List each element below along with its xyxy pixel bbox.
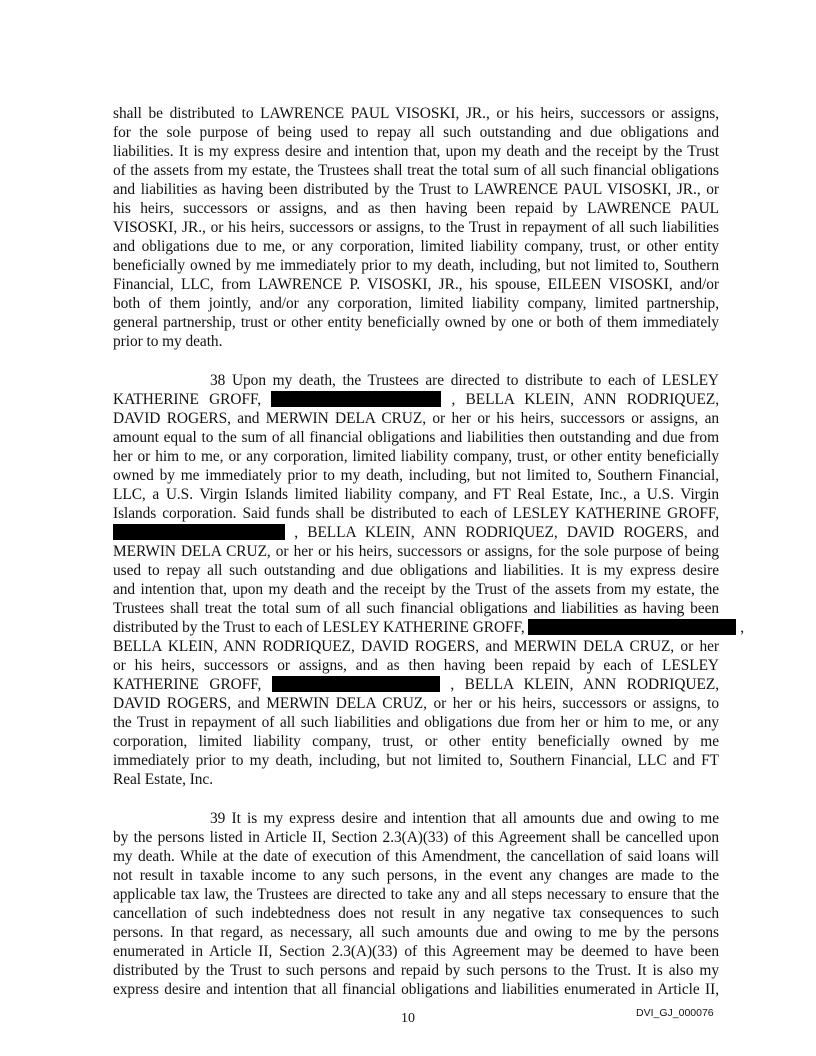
body-line bbox=[113, 391, 719, 409]
body-line: and intention that, upon my death and the receipt by the Trust of the assets from my estate, the bbox=[113, 581, 719, 598]
text-segment: KATHERINE GROFF, bbox=[113, 391, 262, 408]
body-line: prior to my death. bbox=[113, 333, 223, 350]
body-line: and liabilities as having been distributed by the Trust to LAWRENCE PAUL VISOSKI, JR., or bbox=[113, 181, 719, 198]
body-line bbox=[113, 524, 719, 542]
body-line: LLC, a U.S. Virgin Islands limited liability company, and FT Real Estate, Inc., a U.S. Virgin bbox=[113, 486, 719, 503]
body-line: of the assets from my estate, the Trustees shall treat the total sum of all such financial obligations bbox=[113, 162, 719, 179]
body-line: corporation, limited liability company, trust, or other entity beneficially owned by me bbox=[113, 733, 719, 750]
body-line: owned by me immediately prior to my death, including, but not limited to, Southern Financial, bbox=[113, 467, 719, 484]
paragraph-39-first-line: 39 It is my express desire and intention that all amounts due and owing to me bbox=[210, 810, 719, 827]
body-line: applicable tax law, the Trustees are directed to take any and all steps necessary to ensure that the bbox=[113, 886, 719, 903]
body-line: Real Estate, Inc. bbox=[113, 771, 214, 788]
body-line: for the sole purpose of being used to repay all such outstanding and due obligations and bbox=[113, 124, 719, 141]
body-line: express desire and intention that all financial obligations and liabilities enumerated in Article II, bbox=[113, 981, 719, 998]
body-line bbox=[113, 619, 745, 637]
body-line: her or him to me, or any corporation, limited liability company, trust, or other entity beneficially bbox=[113, 448, 719, 465]
body-line: both of them jointly, and/or any corporation, limited liability company, limited partnership, bbox=[113, 295, 719, 312]
text-segment: KATHERINE GROFF, bbox=[113, 676, 262, 693]
text-segment: , BELLA KLEIN, ANN RODRIQUEZ, bbox=[450, 676, 719, 693]
redaction-box bbox=[271, 391, 441, 407]
text-segment: , BELLA KLEIN, ANN RODRIQUEZ, bbox=[451, 391, 719, 408]
body-line: DAVID ROGERS, and MERWIN DELA CRUZ, or her or his heirs, successors or assigns, an bbox=[113, 410, 719, 427]
body-line: shall be distributed to LAWRENCE PAUL VISOSKI, JR., or his heirs, successors or assigns, bbox=[113, 105, 719, 122]
body-line: and obligations due to me, or any corporation, limited liability company, trust, or other entity bbox=[113, 238, 719, 255]
body-line: or his heirs, successors or assigns, and as then having been repaid by each of LESLEY bbox=[113, 657, 719, 674]
body-line: Financial, LLC, from LAWRENCE P. VISOSKI, JR., his spouse, EILEEN VISOSKI, and/or bbox=[113, 276, 719, 293]
paragraph-38-first-line: 38 Upon my death, the Trustees are directed to distribute to each of LESLEY bbox=[210, 372, 719, 389]
text-segment: , BELLA KLEIN, ANN RODRIQUEZ, DAVID ROGERS, and bbox=[294, 524, 719, 541]
body-line: cancellation of such indebtedness does not result in any negative tax consequences to such bbox=[113, 905, 719, 922]
text-segment: distributed by the Trust to each of LESLEY KATHERINE GROFF, bbox=[113, 619, 525, 636]
body-line: enumerated in Article II, Section 2.3(A)(33) of this Agreement may be deemed to have been bbox=[113, 943, 719, 960]
body-line: BELLA KLEIN, ANN RODRIQUEZ, DAVID ROGERS, and MERWIN DELA CRUZ, or her bbox=[113, 638, 719, 655]
body-line: Trustees shall treat the total sum of all such financial obligations and liabilities as having been bbox=[113, 600, 719, 617]
body-line: liabilities. It is my express desire and intention that, upon my death and the receipt by the Trust bbox=[113, 143, 719, 160]
redaction-box bbox=[272, 676, 440, 692]
redaction-box bbox=[113, 524, 285, 540]
body-line: distributed by the Trust to such persons and repaid by such persons to the Trust. It is also my bbox=[113, 962, 719, 979]
body-line: Islands corporation. Said funds shall be distributed to each of LESLEY KATHERINE GROFF, bbox=[113, 505, 719, 522]
body-line: amount equal to the sum of all financial obligations and liabilities then outstanding and due from bbox=[113, 429, 719, 446]
body-line: VISOSKI, JR., or his heirs, successors or assigns, to the Trust in repayment of all such liabilities bbox=[113, 219, 719, 236]
body-line: my death. While at the date of execution of this Amendment, the cancellation of said loans will bbox=[113, 848, 719, 865]
text-segment: , bbox=[740, 619, 745, 636]
bates-number: DVI_GJ_000076 bbox=[636, 1007, 714, 1019]
body-line: persons. In that regard, as necessary, all such amounts due and owing to me by the persons bbox=[113, 924, 719, 941]
body-line: his heirs, successors or assigns, and as then having been repaid by LAWRENCE PAUL bbox=[113, 200, 719, 217]
body-line: beneficially owned by me immediately prior to my death, including, but not limited to, Southern bbox=[113, 257, 719, 274]
body-line: MERWIN DELA CRUZ, or her or his heirs, successors or assigns, for the sole purpose of being bbox=[113, 543, 719, 560]
page-number: 10 bbox=[401, 1011, 415, 1026]
redaction-box bbox=[528, 619, 736, 635]
body-line: not result in taxable income to any such persons, in the event any changes are made to the bbox=[113, 867, 719, 884]
body-line: used to repay all such outstanding and due obligations and liabilities. It is my express desire bbox=[113, 562, 719, 579]
body-line: by the persons listed in Article II, Section 2.3(A)(33) of this Agreement shall be cancelled upon bbox=[113, 829, 719, 846]
body-line: the Trust in repayment of all such liabilities and obligations due from her or him to me, or any bbox=[113, 714, 719, 731]
body-line: DAVID ROGERS, and MERWIN DELA CRUZ, or her or his heirs, successors or assigns, to bbox=[113, 695, 719, 712]
body-line bbox=[113, 676, 719, 694]
body-line: general partnership, trust or other entity beneficially owned by one or both of them immediately bbox=[113, 314, 719, 331]
body-line: immediately prior to my death, including, but not limited to, Southern Financial, LLC and FT bbox=[113, 752, 719, 769]
